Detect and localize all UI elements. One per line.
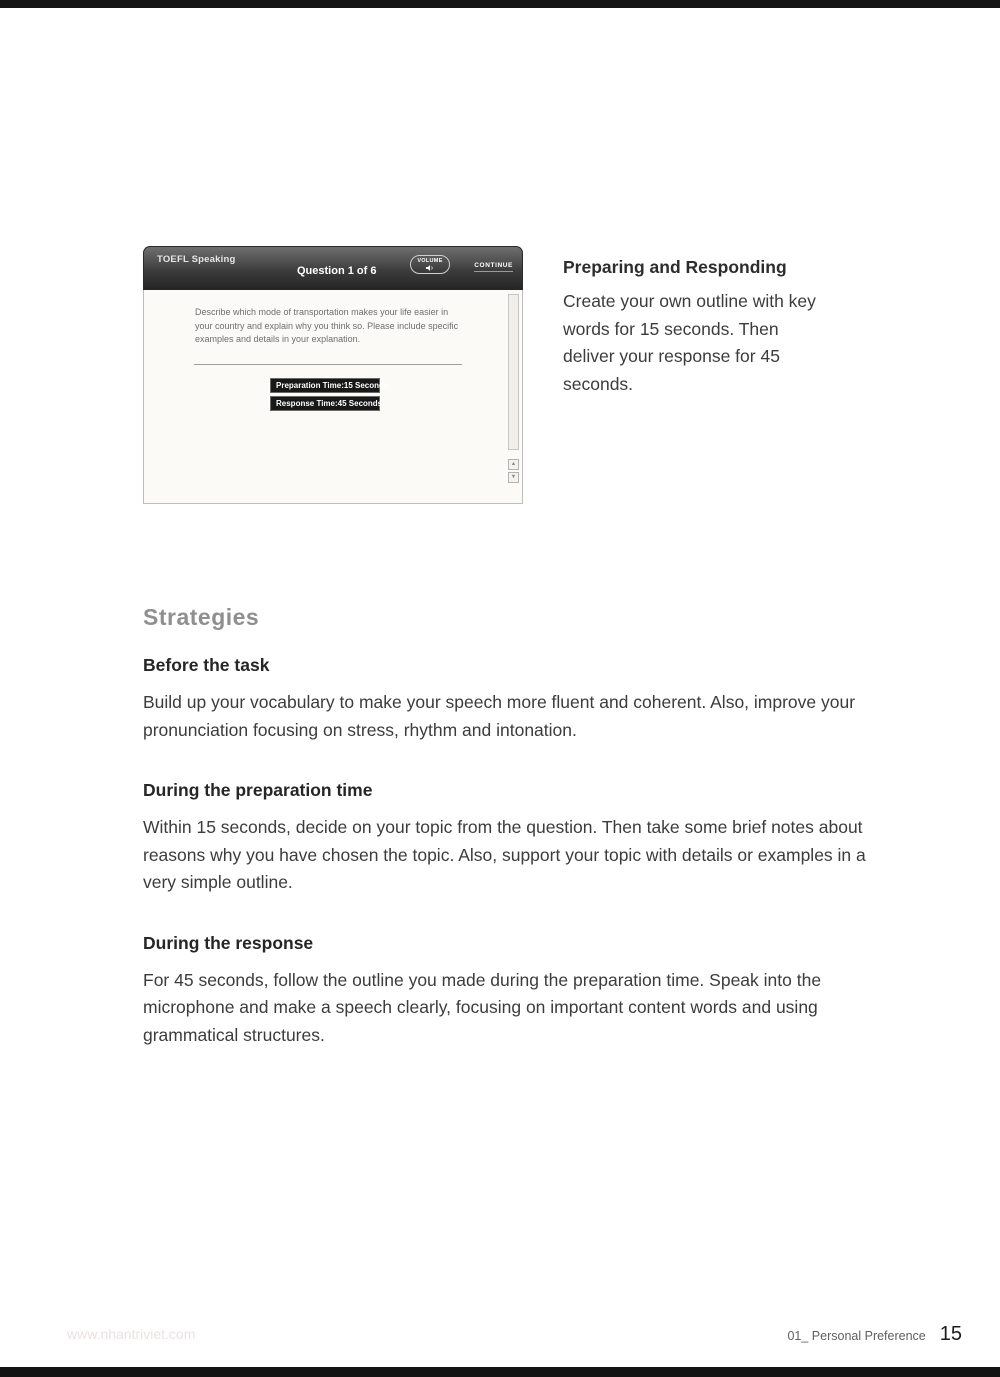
strategy-heading: During the preparation time — [143, 780, 373, 800]
question-counter: Question 1 of 6 — [297, 265, 377, 277]
scan-edge-bottom — [0, 1367, 1000, 1377]
scan-edge-top — [0, 0, 1000, 8]
toefl-question-area — [143, 290, 523, 504]
footer-page-number: 15 — [939, 1323, 962, 1345]
scrollbar[interactable] — [508, 294, 519, 483]
scroll-down-icon: ▼ — [510, 473, 517, 480]
preparing-responding-note — [563, 257, 825, 398]
strategy-body: Within 15 seconds, decide on your topic from the question. Then take some brief notes about reasons why you have chosen the topic. Also, support your topic with details or examples in a very simple outline. — [143, 817, 866, 892]
strategy-heading: Before the task — [143, 655, 270, 675]
question-prompt: Describe which mode of transportation makes your life easier in your country and explain why you think so. Please include specific examples and details in your explanation. — [195, 307, 459, 344]
scroll-up-icon: ▲ — [510, 460, 517, 467]
note-title: Preparing and Responding — [563, 257, 787, 277]
response-time-label: Response Time: — [276, 399, 338, 408]
toefl-header-bar — [143, 246, 523, 290]
time-badges — [270, 378, 389, 414]
footer-chapter-label: 01_ Personal Preference — [787, 1329, 926, 1343]
toefl-app-label: TOEFL Speaking — [157, 254, 236, 265]
continue-button[interactable]: CONTINUE — [474, 262, 513, 272]
strategy-response — [143, 933, 871, 1050]
strategies-section — [143, 604, 871, 1049]
speaker-icon — [426, 265, 435, 271]
note-body: Create your own outline with key words for 15 seconds. Then deliver your response for 45 seconds. — [563, 291, 816, 394]
strategy-before-task — [143, 655, 871, 744]
scroll-down-button[interactable] — [508, 472, 519, 483]
scroll-up-button[interactable] — [508, 459, 519, 470]
response-time-value: 45 Seconds — [337, 399, 383, 408]
footer-right — [787, 1323, 962, 1346]
scrollbar-track[interactable] — [508, 294, 519, 450]
preparation-time-badge — [270, 378, 389, 393]
strategy-preparation-time — [143, 780, 871, 897]
prompt-divider — [194, 364, 462, 365]
strategy-heading: During the response — [143, 932, 314, 953]
strategy-body: For 45 seconds, follow the outline you made during the preparation time. Speak into the microphone and make a speech clearly, focusing on important content words and using grammatical structures. — [143, 969, 822, 1045]
strategy-body: Build up your vocabulary to make your speech more fluent and coherent. Also, improve your pronunciation focusing on stress, rhythm and intonation. — [143, 692, 856, 740]
response-time-badge — [270, 396, 383, 411]
volume-button[interactable] — [410, 255, 450, 274]
strategies-title: Strategies — [143, 604, 260, 630]
footer-website: www.nhantriviet.com — [67, 1326, 196, 1342]
volume-button-label: VOLUME — [417, 258, 443, 264]
toefl-speaking-screenshot — [143, 246, 523, 504]
preparation-time-value: 15 Seconds — [343, 381, 389, 390]
preparation-time-label: Preparation Time: — [276, 381, 344, 390]
